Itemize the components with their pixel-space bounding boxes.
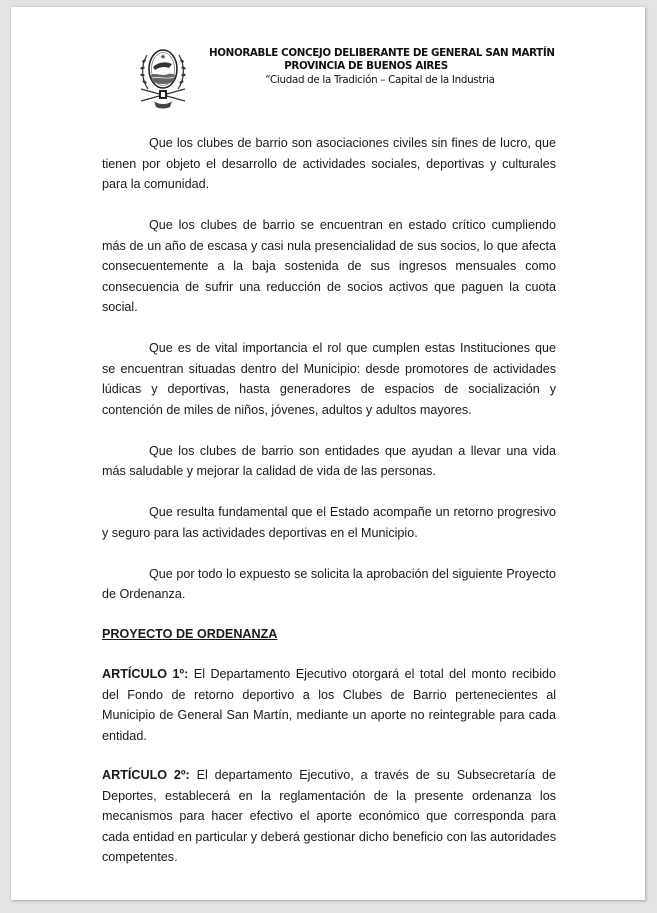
considerando-paragraph: Que resulta fundamental que el Estado acompañe un retorno progresivo y seguro para las actividades deportivas en el Municipio. (102, 505, 556, 540)
article-label: ARTÍCULO 2º: (102, 768, 190, 782)
letterhead (11, 7, 645, 117)
section-title: PROYECTO DE ORDENANZA (102, 626, 278, 641)
institution-name: HONORABLE CONCEJO DELIBERANTE DE GENERAL SAN MARTÍN (209, 47, 555, 59)
article-1 (102, 664, 556, 746)
document-body (102, 133, 556, 888)
considerando-paragraph: Que los clubes de barrio son asociaciones civiles sin fines de lucro, que tienen por objeto el desarrollo de actividades sociales, deportivas y culturales para la comunidad. (102, 136, 556, 191)
article-text: El departamento Ejecutivo, a través de su Subsecretaría de Deportes, establecerá en la reglamentación de la presente ordenanza los mecanismos para hacer efectivo el aporte económico que corresponda para cada entidad en particular y deberá gestionar dicho beneficio con las autoridades competentes. (102, 768, 556, 864)
considerando-paragraph: Que los clubes de barrio son entidades que ayudan a llevar una vida más saludable y mejorar la calidad de vida de las personas. (102, 443, 556, 478)
considerando-paragraph: Que los clubes de barrio se encuentran en estado crítico cumpliendo más de un año de escasa y casi nula presencialidad de sus socios, lo que afecta consecuentemente a la baja sostenida de sus ingresos mensuales como consecuencia de sufrir una reducción de socios activos que paguen la cuota social. (102, 218, 556, 314)
document-page (11, 7, 645, 900)
province-name: PROVINCIA DE BUENOS AIRES (284, 60, 448, 72)
considerando-paragraph: Que es de vital importancia el rol que cumplen estas Instituciones que se encuentran situadas dentro del Municipio: desde promotores de actividades lúdicas y deportivas, hasta generadores de espacios de socialización y contención de miles de niños, jóvenes, adultos y adultos mayores. (102, 341, 556, 417)
letterhead-text (181, 47, 555, 87)
considerando-paragraph: Que por todo lo expuesto se solicita la aprobación del siguiente Proyecto de Ordenanza. (102, 566, 556, 601)
article-text: El Departamento Ejecutivo otorgará el total del monto recibido del Fondo de retorno deportivo a los Clubes de Barrio pertenecientes al Municipio de General San Martín, mediante un aporte no reintegrable para cada entidad. (102, 667, 556, 743)
article-2 (102, 765, 556, 868)
article-label: ARTÍCULO 1º: (102, 667, 189, 681)
city-motto: “Ciudad de la Tradición – Capital de la Industria (265, 74, 495, 86)
